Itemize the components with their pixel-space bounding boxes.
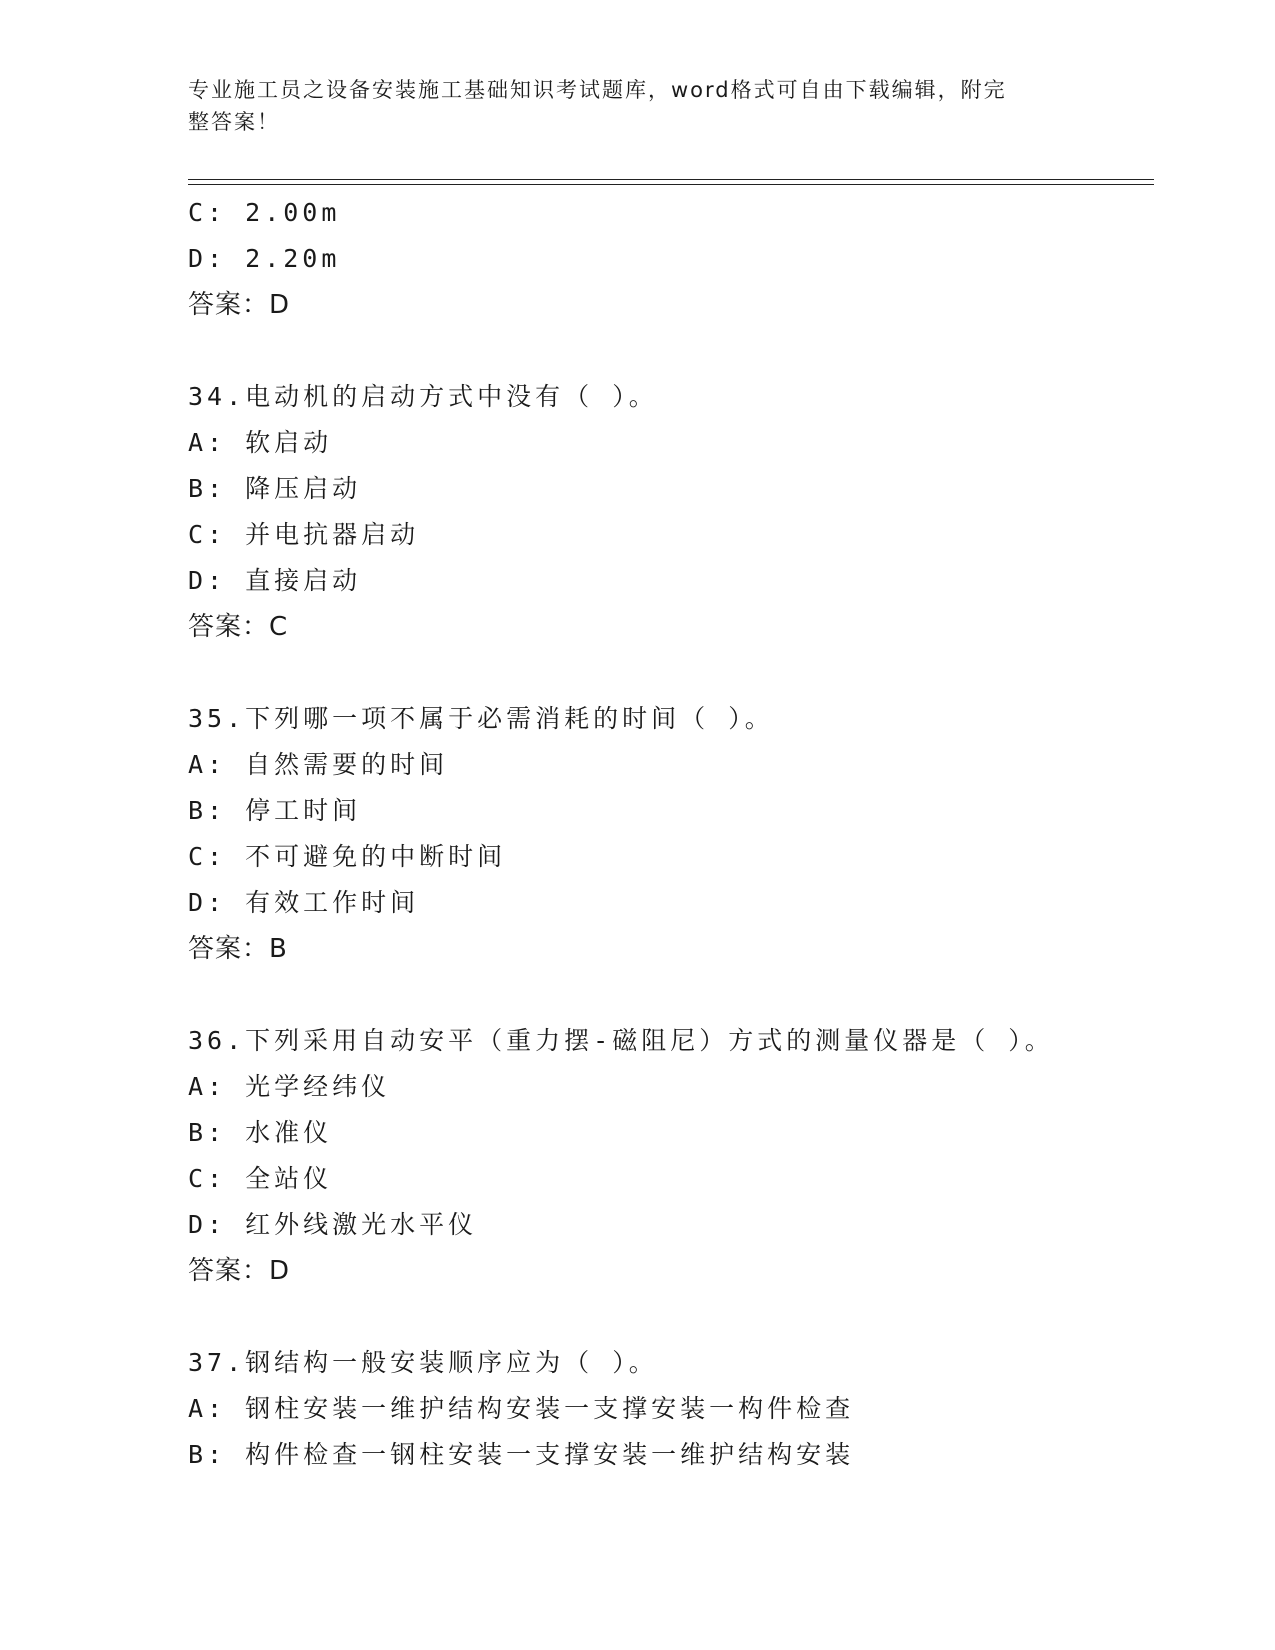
option-a: A: 钢柱安装一维护结构安装一支撑安装一构件检查: [188, 1394, 855, 1423]
answer-label: 答案：C: [188, 612, 289, 642]
option-b: B: 降压启动: [188, 474, 362, 503]
question-text: 37.钢结构一般安装顺序应为（ ）。: [188, 1348, 658, 1377]
question-text: 35.下列哪一项不属于必需消耗的时间（ ）。: [188, 704, 774, 733]
question-text: 36.下列采用自动安平（重力摆-磁阻尼）方式的测量仪器是（ ）。: [188, 1026, 1054, 1055]
header-line-2: 整答案！: [188, 110, 280, 134]
question-block-34: [188, 374, 1154, 650]
option-a: A: 光学经纬仪: [188, 1072, 391, 1101]
question-block-35: [188, 696, 1154, 972]
option-c: C: 2.00m: [188, 198, 341, 227]
answer-label: 答案：B: [188, 934, 288, 964]
document-header: [188, 74, 1088, 138]
question-block-33-tail: [188, 190, 1154, 328]
option-c: C: 全站仪: [188, 1164, 333, 1193]
option-b: B: 水准仪: [188, 1118, 333, 1147]
question-list: [188, 190, 1154, 1478]
option-d: D: 有效工作时间: [188, 888, 420, 917]
header-rule-top: [188, 179, 1154, 180]
header-rule-bottom: [188, 184, 1154, 185]
spacer: [188, 328, 1154, 374]
question-block-36: [188, 1018, 1154, 1294]
header-line-1: 专业施工员之设备安装施工基础知识考试题库，word格式可自由下载编辑，附完: [188, 78, 1007, 102]
spacer: [188, 972, 1154, 1018]
option-c: C: 不可避免的中断时间: [188, 842, 507, 871]
answer-label: 答案：D: [188, 1256, 291, 1286]
question-text: 34.电动机的启动方式中没有（ ）。: [188, 382, 658, 411]
option-c: C: 并电抗器启动: [188, 520, 420, 549]
question-block-37: [188, 1340, 1154, 1478]
option-a: A: 软启动: [188, 428, 333, 457]
option-b: B: 停工时间: [188, 796, 362, 825]
spacer: [188, 1294, 1154, 1340]
spacer: [188, 650, 1154, 696]
option-d: D: 2.20m: [188, 244, 341, 273]
option-b: B: 构件检查一钢柱安装一支撑安装一维护结构安装: [188, 1440, 855, 1469]
option-a: A: 自然需要的时间: [188, 750, 449, 779]
option-d: D: 红外线激光水平仪: [188, 1210, 478, 1239]
option-d: D: 直接启动: [188, 566, 362, 595]
answer-label: 答案：D: [188, 290, 291, 320]
